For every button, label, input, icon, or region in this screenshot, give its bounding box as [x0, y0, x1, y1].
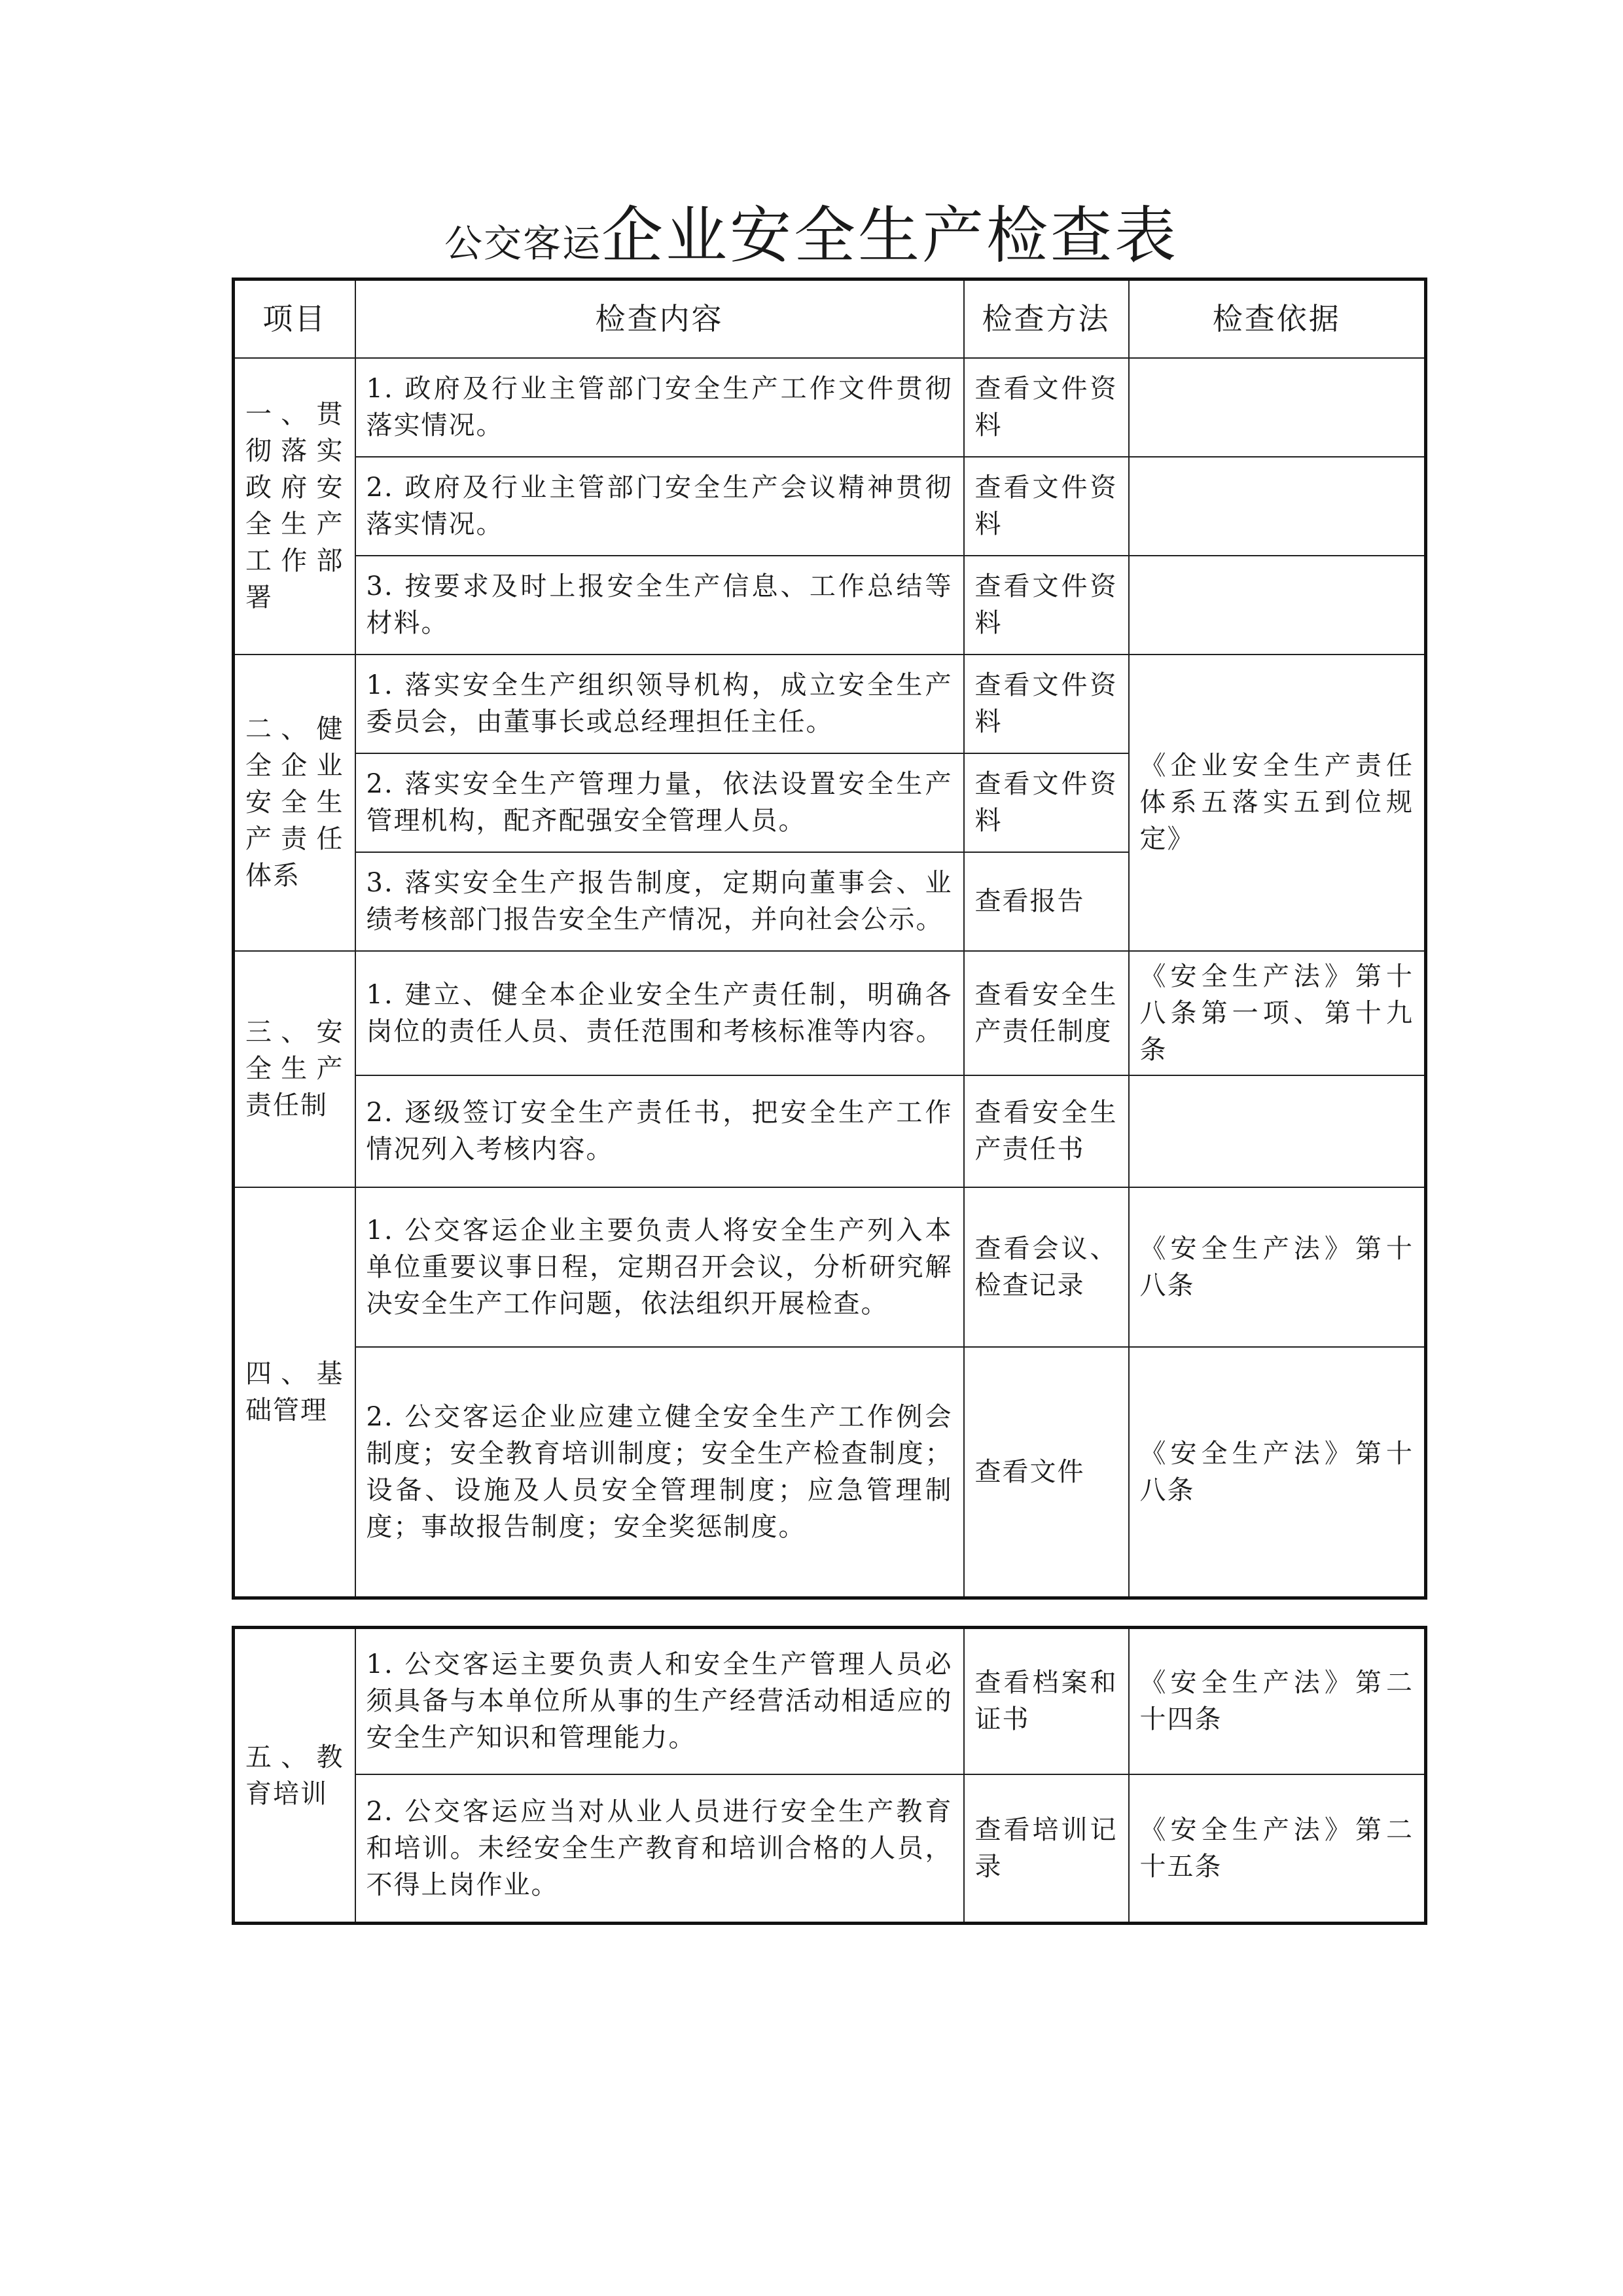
check-content: 2. 公交客运企业应建立健全安全生产工作例会制度；安全教育培训制度；安全生产检查制度；设备、设施及人员安全管理制度；应急管理制度；事故报告制度；安全奖惩制度。	[355, 1347, 964, 1598]
section-item: 二、健全企业安全生产责任体系	[234, 655, 355, 951]
check-basis	[1129, 1075, 1426, 1187]
check-basis: 《企业安全生产责任体系五落实五到位规定》	[1129, 655, 1426, 951]
check-method: 查看文件资料	[964, 358, 1129, 457]
check-content: 1. 政府及行业主管部门安全生产工作文件贯彻落实情况。	[355, 358, 964, 457]
check-method: 查看档案和证书	[964, 1628, 1129, 1774]
check-content: 1. 建立、健全本企业安全生产责任制，明确各岗位的责任人员、责任范围和考核标准等内容。	[355, 951, 964, 1075]
section-item: 三、安全生产责任制	[234, 951, 355, 1187]
check-method: 查看文件	[964, 1347, 1129, 1598]
check-method: 查看文件资料	[964, 457, 1129, 556]
check-method: 查看文件资料	[964, 655, 1129, 753]
check-method: 查看安全生产责任制度	[964, 951, 1129, 1075]
inspection-table	[232, 278, 1427, 1600]
check-basis	[1129, 457, 1426, 556]
header-basis: 检查依据	[1129, 279, 1426, 358]
table-row	[234, 1774, 1426, 1924]
check-method: 查看培训记录	[964, 1774, 1129, 1924]
check-basis: 《安全生产法》第十八条第一项、第十九条	[1129, 951, 1426, 1075]
table-row	[234, 1347, 1426, 1598]
check-method: 查看文件资料	[964, 753, 1129, 852]
check-content: 2. 公交客运应当对从业人员进行安全生产教育和培训。未经安全生产教育和培训合格的人员，不得上岗作业。	[355, 1774, 964, 1924]
check-basis	[1129, 358, 1426, 457]
table-row	[234, 1187, 1426, 1347]
inspection-table-continued	[232, 1626, 1427, 1925]
check-method: 查看会议、检查记录	[964, 1187, 1129, 1347]
table-row	[234, 1628, 1426, 1774]
check-content: 2. 落实安全生产管理力量，依法设置安全生产管理机构，配齐配强安全管理人员。	[355, 753, 964, 852]
check-basis: 《安全生产法》第十八条	[1129, 1347, 1426, 1598]
check-content: 1. 落实安全生产组织领导机构，成立安全生产委员会，由董事长或总经理担任主任。	[355, 655, 964, 753]
table-row	[234, 556, 1426, 655]
check-content: 3. 按要求及时上报安全生产信息、工作总结等材料。	[355, 556, 964, 655]
header-item: 项目	[234, 279, 355, 358]
check-content: 1. 公交客运主要负责人和安全生产管理人员必须具备与本单位所从事的生产经营活动相适应的安全生产知识和管理能力。	[355, 1628, 964, 1774]
title-prefix: 公交客运	[444, 221, 601, 266]
check-basis	[1129, 556, 1426, 655]
check-basis: 《安全生产法》第二十五条	[1129, 1774, 1426, 1924]
table-row	[234, 655, 1426, 753]
check-content: 1. 公交客运企业主要负责人将安全生产列入本单位重要议事日程，定期召开会议，分析研究解决安全生产工作问题，依法组织开展检查。	[355, 1187, 964, 1347]
check-content: 3. 落实安全生产报告制度，定期向董事会、业绩考核部门报告安全生产情况，并向社会公示。	[355, 852, 964, 951]
check-method: 查看安全生产责任书	[964, 1075, 1129, 1187]
title-main: 企业安全生产检查表	[601, 200, 1179, 272]
check-content: 2. 逐级签订安全生产责任书，把安全生产工作情况列入考核内容。	[355, 1075, 964, 1187]
header-method: 检查方法	[964, 279, 1129, 358]
section-item: 五、教育培训	[234, 1628, 355, 1924]
section-item: 一、贯彻落实政府安全生产工作部署	[234, 358, 355, 655]
table-row	[234, 457, 1426, 556]
check-content: 2. 政府及行业主管部门安全生产会议精神贯彻落实情况。	[355, 457, 964, 556]
check-method: 查看报告	[964, 852, 1129, 951]
check-method: 查看文件资料	[964, 556, 1129, 655]
check-basis: 《安全生产法》第十八条	[1129, 1187, 1426, 1347]
section-item: 四、基础管理	[234, 1187, 355, 1598]
header-content: 检查内容	[355, 279, 964, 358]
table-row	[234, 358, 1426, 457]
table-row	[234, 951, 1426, 1075]
table-row	[234, 1075, 1426, 1187]
check-basis: 《安全生产法》第二十四条	[1129, 1628, 1426, 1774]
header-row	[234, 279, 1426, 358]
